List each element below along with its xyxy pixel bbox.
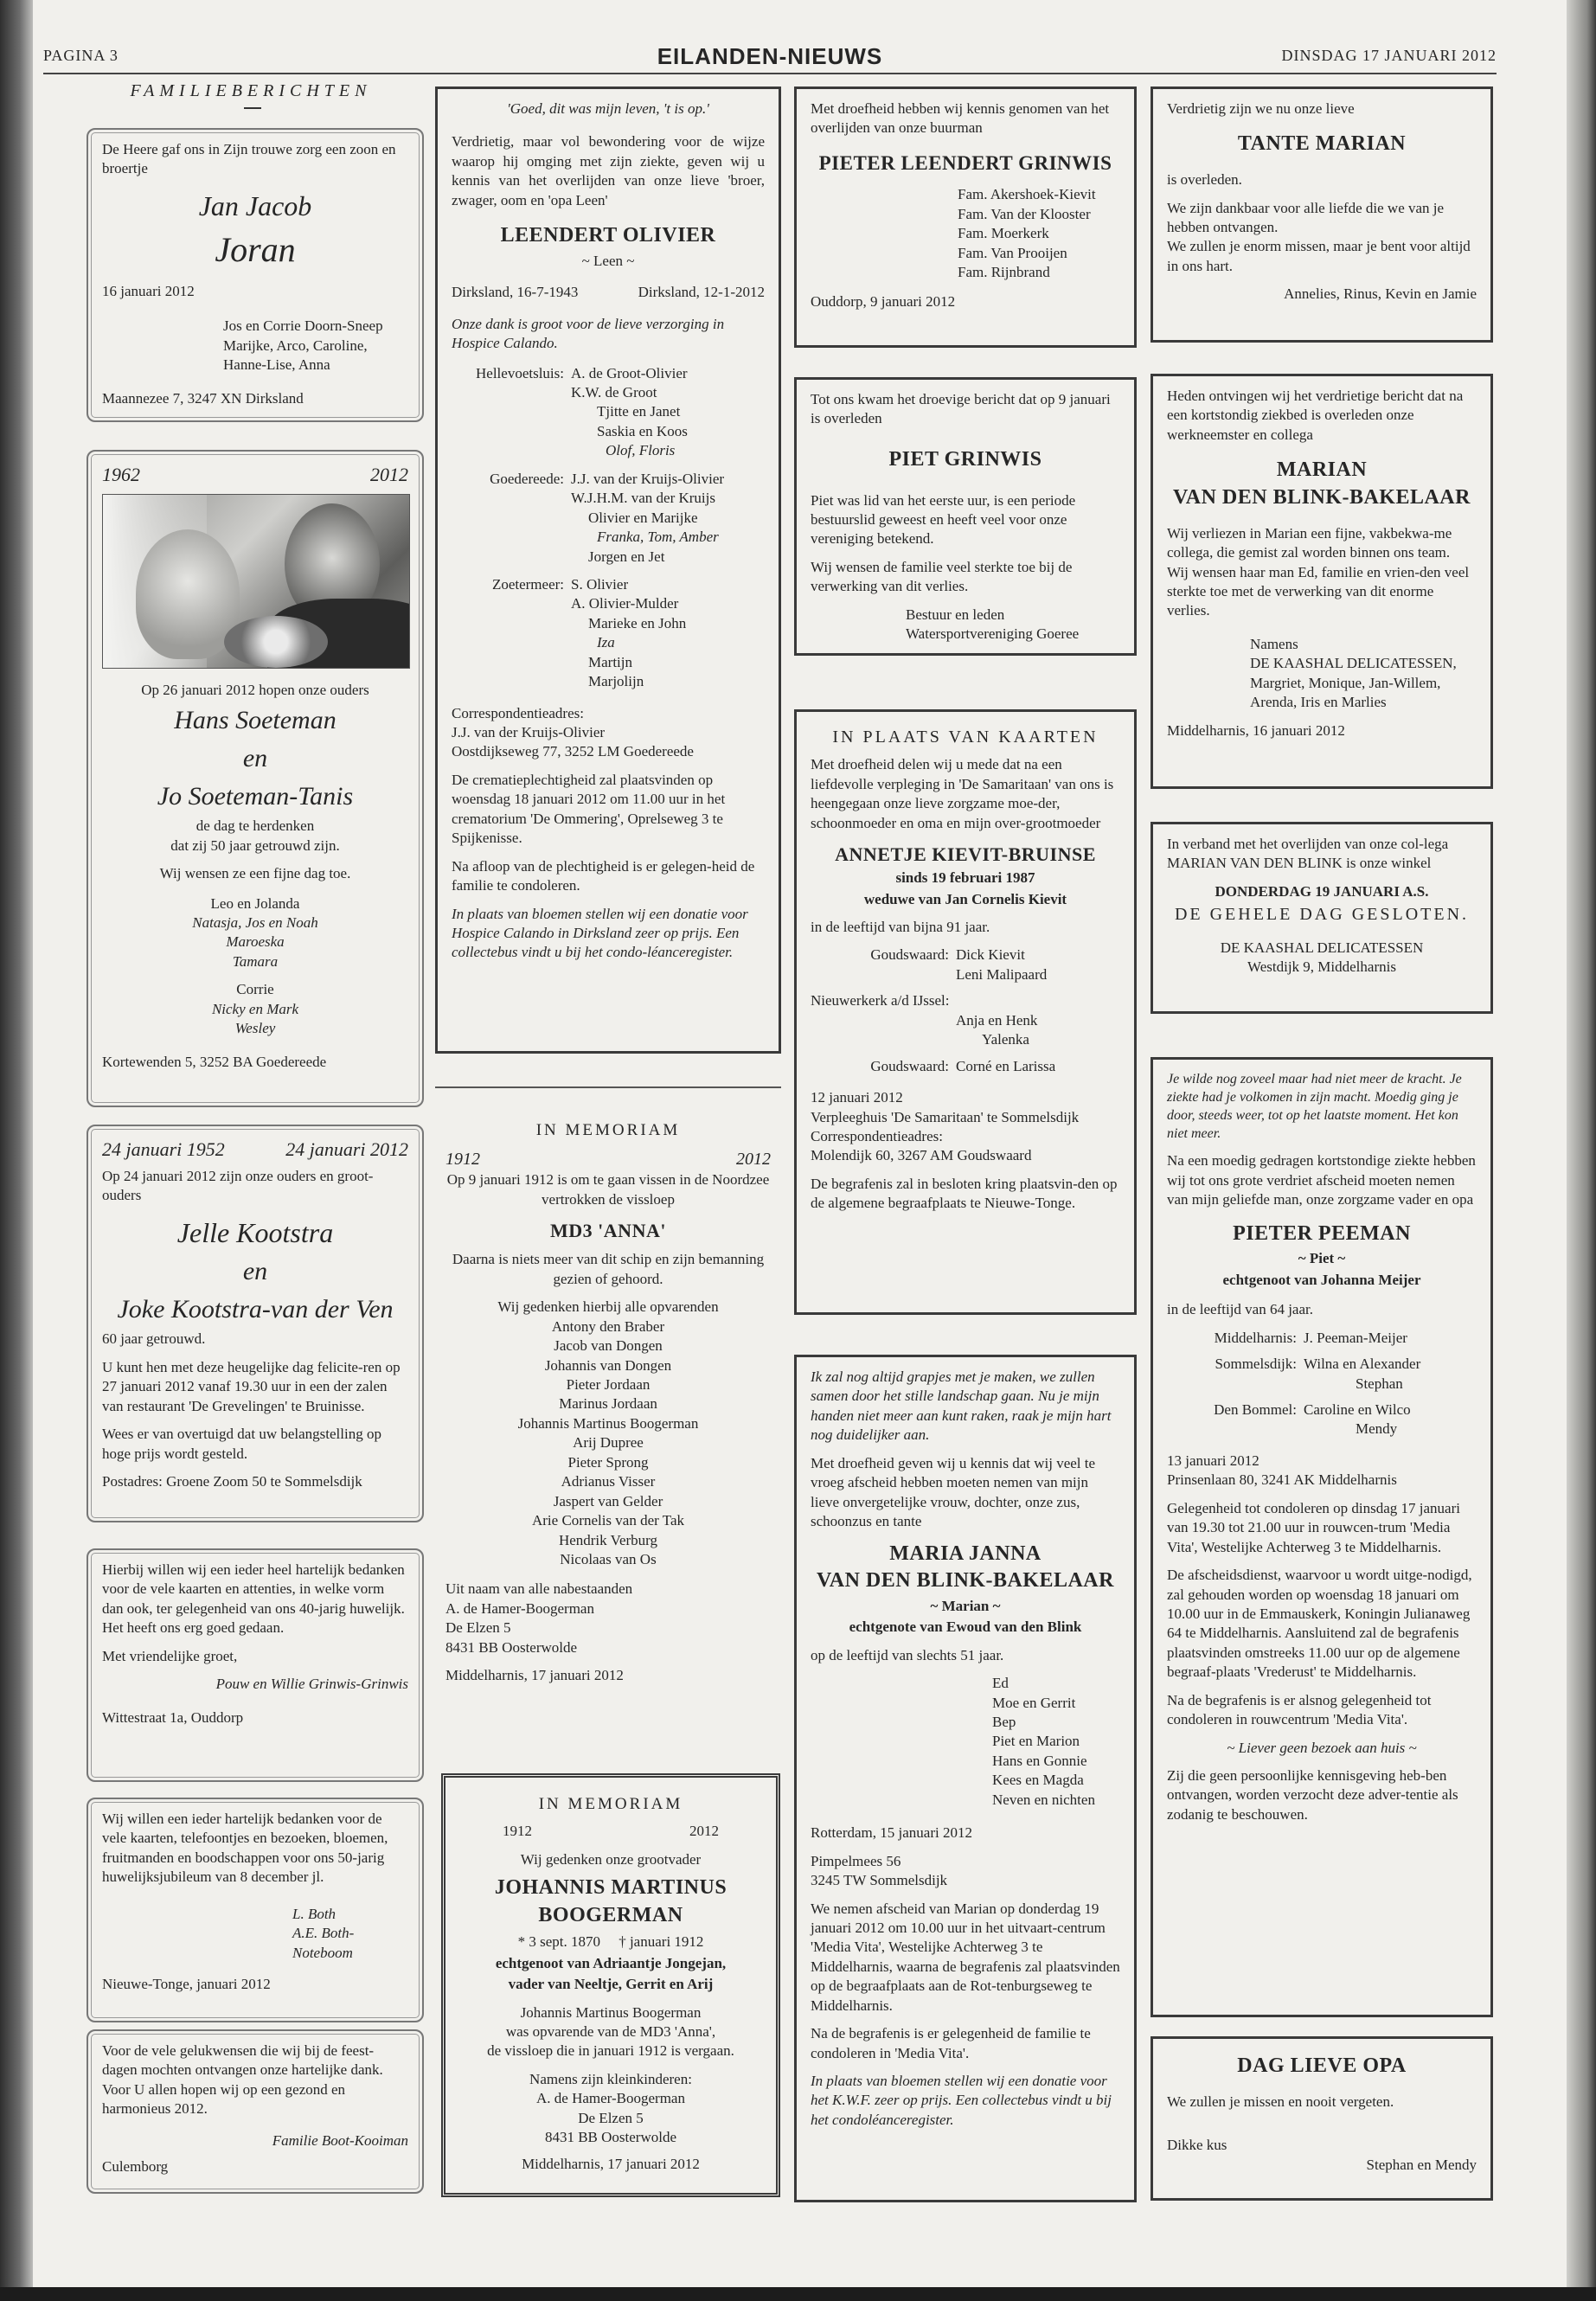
kievit-g2-label: Nieuwerkerk a/d IJssel: bbox=[811, 992, 950, 1009]
birth-intro: De Heere gaf ons in Zijn trouwe zorg een zoon en broertje bbox=[102, 141, 396, 177]
scan-edge-left bbox=[0, 0, 33, 2301]
anniversary-kootstra bbox=[87, 1125, 424, 1522]
kievit-group-1 bbox=[811, 945, 1120, 984]
anniversary-years bbox=[102, 462, 408, 487]
year-to: 2012 bbox=[370, 464, 408, 485]
peeman-condole: Gelegenheid tot condoleren op dinsdag 17 januari van 19.30 tot 21.00 uur in rouwcen-trum 'Media Vita', Westelijke Achterweg 3 te Middelharnis. bbox=[1167, 1499, 1460, 1555]
thanks1-text-2: Het heeft ons erg goed gedaan. bbox=[102, 1619, 285, 1637]
olivier-g1-2: Tjitte en Janet bbox=[597, 403, 681, 420]
peeman-g1-0: J. Peeman-Meijer bbox=[1304, 1329, 1407, 1346]
crew-member-11: Hendrik Verburg bbox=[558, 1531, 658, 1548]
crew-member-7: Pieter Sprong bbox=[567, 1453, 649, 1471]
anniv1-family-2: Natasja, Jos en Noah bbox=[192, 914, 318, 931]
maria-flowers: In plaats van bloemen stellen wij een donatie voor het K.W.F. zeer op prijs. Een collectebus vindt u bij het condoléanceregister. bbox=[811, 2073, 1112, 2128]
tante-died: is overleden. bbox=[1167, 171, 1242, 189]
obituary-kaashal bbox=[1151, 374, 1493, 789]
anniv1-wish: Wij wensen ze een fijne dag toe. bbox=[159, 865, 351, 882]
kaashal1-name-1: MARIAN bbox=[1276, 458, 1368, 482]
kievit-home: Verpleeghuis 'De Samaritaan' te Sommelsdijk bbox=[811, 1108, 1080, 1125]
kaashal2-text: In verband met het overlijden van onze col-lega MARIAN VAN DEN BLINK is onze winkel bbox=[1167, 836, 1449, 872]
kaashal2-closed: DE GEHELE DAG GESLOTEN. bbox=[1174, 905, 1470, 925]
anniv2-name-1: Jelle Kootstra bbox=[176, 1216, 334, 1248]
birth-name-2: Joran bbox=[215, 230, 296, 270]
memoriam2-spouse-2: vader van Neeltje, Gerrit en Arij bbox=[508, 1976, 714, 1993]
newspaper-name: EILANDEN-NIEUWS bbox=[657, 43, 883, 69]
anniv1-family-4: Tamara bbox=[232, 952, 279, 970]
birth-announcement bbox=[87, 128, 424, 422]
olivier-g1-1: K.W. de Groot bbox=[571, 384, 657, 401]
memoriam2-place: Middelharnis, 17 januari 2012 bbox=[522, 2155, 700, 2172]
olivier-g3-4: Martijn bbox=[588, 653, 632, 670]
crew-member-10: Arie Cornelis van der Tak bbox=[531, 1512, 684, 1529]
olivier-g1-0: A. de Groot-Olivier bbox=[571, 364, 688, 381]
anniv2-text: U kunt hen met deze heugelijke dag felicite-ren op 27 januari 2012 vanaf 19.30 uur in een der zalen van restaurant 'De Grevelingen' te Bruinisse. bbox=[102, 1358, 401, 1414]
kievit-name: ANNETJE KIEVIT-BRUINSE bbox=[835, 843, 1096, 866]
kaashal2-s1: DE KAASHAL DELICATESSEN bbox=[1220, 939, 1424, 956]
scan-edge-right bbox=[1567, 0, 1596, 2301]
olivier-born: Dirksland, 16-7-1943 bbox=[452, 284, 579, 301]
grinwis2-sign-2: Watersportvereniging Goeree bbox=[906, 625, 1080, 643]
crew-member-6: Arij Dupree bbox=[573, 1434, 644, 1452]
olivier-g2-4: Jorgen en Jet bbox=[588, 548, 665, 565]
anniversary-soeteman bbox=[87, 450, 424, 1107]
memoriam1-place: Middelharnis, 17 januari 2012 bbox=[445, 1667, 624, 1684]
maria-family-2: Bep bbox=[992, 1714, 1016, 1731]
memoriam2-name-2: BOOGERMAN bbox=[538, 1903, 683, 1926]
peeman-spouse: echtgenoot van Johanna Meijer bbox=[1222, 1271, 1421, 1288]
peeman-group-2 bbox=[1167, 1355, 1477, 1394]
memoriam-boogerman bbox=[441, 1773, 780, 2197]
olivier-corr-2: Oostdijkseweg 77, 3252 LM Goedereede bbox=[452, 743, 694, 760]
memoriam2-text-2: was opvarende van de MD3 'Anna', bbox=[505, 2023, 716, 2041]
birth-family-2: Marijke, Arco, Caroline, bbox=[223, 336, 368, 354]
opa-title: DAG LIEVE OPA bbox=[1237, 2054, 1407, 2077]
peeman-g2-0: Wilna en Alexander bbox=[1304, 1356, 1421, 1373]
anniv1-en: en bbox=[242, 744, 268, 773]
memoriam1-y1: 1912 bbox=[445, 1150, 480, 1170]
kievit-g3-0: Corné en Larissa bbox=[956, 1057, 1056, 1074]
obituary-tante-marian bbox=[1151, 87, 1493, 343]
olivier-cremation: De crematieplechtigheid zal plaatsvinden op woensdag 18 januari 2012 om 11.00 uur in het crematorium 'De Ommering', Oprelseweg 3 te Spijkenisse. bbox=[452, 771, 726, 847]
anniv1-text-2: dat zij 50 jaar getrouwd zijn. bbox=[170, 836, 340, 854]
memoriam1-sign-4: 8431 BB Oosterwolde bbox=[445, 1638, 578, 1656]
maria-family-3: Piet en Marion bbox=[992, 1733, 1080, 1750]
olivier-g3-label: Zoetermeer: bbox=[491, 575, 564, 593]
thanks1-text: Hierbij willen wij een ieder heel hartelijk bedanken voor de vele kaarten en attenties, in welke vorm dan ook, ter gelegenheid van ons 40-jarig huwelijk. bbox=[102, 1561, 405, 1617]
maria-family-4: Hans en Gonnie bbox=[992, 1752, 1087, 1769]
kievit-g1-0: Dick Kievit bbox=[956, 946, 1025, 964]
peeman-g2-label: Sommelsdijk: bbox=[1215, 1356, 1297, 1373]
memoriam1-sign-2: A. de Hamer-Boogerman bbox=[445, 1599, 594, 1617]
kievit-corr-label: Correspondentieadres: bbox=[811, 1127, 943, 1144]
grinwis1-text: Met droefheid hebben wij kennis genomen van het overlijden van onze buurman bbox=[811, 100, 1110, 137]
maria-place: Rotterdam, 15 januari 2012 bbox=[811, 1824, 972, 1842]
kaashal1-s3: Margriet, Monique, Jan-Willem, bbox=[1250, 674, 1441, 691]
tante-sign: Annelies, Rinus, Kevin en Jamie bbox=[1284, 285, 1477, 303]
maria-text: Met droefheid geven wij u kennis dat wij veel te vroeg afscheid hebben moeten nemen van mijn lieve onvergetelijke vrouw, dochter, onze zus, schoonzus en tante bbox=[811, 1454, 1096, 1530]
memoriam2-years bbox=[459, 1822, 762, 1841]
peeman-name: PIETER PEEMAN bbox=[1233, 1221, 1411, 1245]
anniv2-date-from: 24 januari 1952 bbox=[102, 1138, 225, 1160]
grinwis1-family-4: Fam. Rijnbrand bbox=[958, 263, 1050, 280]
birth-family-1: Jos en Corrie Doorn-Sneep bbox=[223, 317, 383, 335]
crew-member-0: Antony den Braber bbox=[551, 1317, 665, 1335]
grinwis1-family-0: Fam. Akershoek-Kievit bbox=[958, 186, 1096, 203]
memoriam1-text: Daarna is niets meer van dit schip en zijn bemanning gezien of gehoord. bbox=[452, 1251, 765, 1287]
thanks2-sign-1: L. Both bbox=[292, 1905, 337, 1922]
thanks-both bbox=[87, 1798, 424, 2022]
kievit-date: 12 januari 2012 bbox=[811, 1089, 903, 1106]
peeman-g1-label: Middelharnis: bbox=[1214, 1329, 1297, 1346]
kaashal1-text: Wij verliezen in Marian een fijne, vakbekwa-me collega, die gemist zal worden binnen ons team. bbox=[1167, 524, 1452, 561]
anniv1-family-1: Leo en Jolanda bbox=[210, 894, 300, 912]
memoriam-anna bbox=[435, 1116, 781, 1747]
kaashal1-text-2: Wij wensen haar man Ed, familie en vrien-den veel sterkte toe met de verwerking van dit enorme verlies. bbox=[1167, 563, 1470, 619]
thanks3-place: Culemborg bbox=[102, 2158, 169, 2176]
kievit-group-3 bbox=[811, 1057, 1120, 1076]
olivier-g2-2: Olivier en Marijke bbox=[588, 509, 698, 526]
olivier-g3-1: A. Olivier-Mulder bbox=[571, 595, 679, 612]
olivier-nick: ~ Leen ~ bbox=[581, 252, 635, 269]
olivier-g2-0: J.J. van der Kruijs-Olivier bbox=[571, 470, 725, 487]
grinwis1-family-3: Fam. Van Prooijen bbox=[958, 244, 1067, 261]
anniv2-years: 60 jaar getrouwd. bbox=[102, 1330, 206, 1348]
olivier-g1-label: Hellevoetsluis: bbox=[476, 364, 564, 381]
olivier-g3-5: Marjolijn bbox=[588, 673, 644, 690]
crew-member-3: Pieter Jordaan bbox=[566, 1376, 651, 1393]
memoriam2-sign-3: 8431 BB Oosterwolde bbox=[544, 2129, 677, 2146]
peeman-group-3 bbox=[1167, 1400, 1477, 1439]
kievit-g1-1: Leni Malipaard bbox=[956, 965, 1048, 983]
memoriam1-y2: 2012 bbox=[736, 1150, 771, 1170]
section-dash bbox=[244, 107, 261, 109]
memoriam1-intro: Op 9 januari 1912 is om te gaan vissen in de Noordzee vertrokken de vissloep bbox=[446, 1171, 770, 1208]
memoriam1-years bbox=[445, 1148, 771, 1170]
crew-member-1: Jacob van Dongen bbox=[554, 1337, 663, 1355]
obituary-grinwis-neighbours bbox=[794, 87, 1137, 348]
anniv1-name-1: Hans Soeteman bbox=[174, 706, 337, 735]
olivier-died: Dirksland, 12-1-2012 bbox=[638, 284, 765, 301]
tante-intro: Verdrietig zijn we nu onze lieve bbox=[1167, 100, 1355, 117]
grinwis1-name: PIETER LEENDERT GRINWIS bbox=[818, 151, 1112, 174]
peeman-nick: ~ Piet ~ bbox=[1298, 1250, 1346, 1267]
olivier-g2-1: W.J.H.M. van der Kruijs bbox=[571, 490, 715, 507]
wedding-photo bbox=[102, 494, 410, 669]
memoriam2-spouse-1: echtgenoot van Adriaantje Jongejan, bbox=[495, 1954, 727, 1971]
grinwis1-family-2: Fam. Moerkerk bbox=[958, 225, 1049, 242]
olivier-flowers: In plaats van bloemen stellen wij een donatie voor Hospice Calando in Dirksland zeer op prijs. Een collectebus vindt u bij het condo-léanceregister. bbox=[452, 905, 748, 961]
olivier-group-3 bbox=[452, 575, 765, 692]
kievit-g3-label: Goudswaard: bbox=[870, 1057, 949, 1074]
peeman-g2-1: Stephan bbox=[1356, 1375, 1403, 1392]
peeman-note: Zij die geen persoonlijke kennisgeving heb-ben ontvangen, worden verzocht deze adver-tentie als zodanig te beschouwen. bbox=[1167, 1767, 1458, 1823]
crew-member-8: Adrianus Visser bbox=[561, 1473, 656, 1490]
kaashal1-s2: DE KAASHAL DELICATESSEN, bbox=[1250, 655, 1457, 672]
olivier-g1-4: Olof, Floris bbox=[606, 442, 676, 459]
grinwis2-text-3: Wij wensen de familie veel sterkte toe bij de verwerking van dit verlies. bbox=[811, 558, 1073, 595]
peeman-text: Na een moedig gedragen kortstondige ziekte hebben wij tot ons grote verdriet afscheid moeten nemen van mijn geliefde man, onze zorgzame vader en opa bbox=[1167, 1152, 1476, 1208]
grinwis2-name: PIET GRINWIS bbox=[888, 447, 1042, 471]
memoriam2-title: IN MEMORIAM bbox=[538, 1795, 683, 1813]
olivier-group-1 bbox=[452, 364, 765, 461]
maria-after: Na de begrafenis is er gelegenheid de familie te condoleren in 'Media Vita'. bbox=[811, 2025, 1091, 2061]
memoriam1-title: IN MEMORIAM bbox=[535, 1121, 681, 1139]
olivier-corr-1: J.J. van der Kruijs-Olivier bbox=[452, 724, 606, 741]
anniv2-date-to: 24 januari 2012 bbox=[285, 1138, 408, 1160]
kievit-widow: weduwe van Jan Cornelis Kievit bbox=[863, 890, 1067, 907]
anniv1-text-1: de dag te herdenken bbox=[195, 817, 315, 835]
thanks3-text: Voor de vele gelukwensen die wij bij de feest-dagen mochten ontvangen onze hartelijke dank. Voor U allen hopen wij op een gezond en harmonieus 2012. bbox=[102, 2042, 383, 2118]
obituary-peeman bbox=[1151, 1057, 1493, 2017]
peeman-g3-label: Den Bommel: bbox=[1214, 1401, 1297, 1419]
tante-text: We zijn dankbaar voor alle liefde die we van je hebben ontvangen. bbox=[1167, 199, 1445, 235]
memoriam2-text-1: Johannis Martinus Boogerman bbox=[520, 2003, 702, 2021]
birth-date: 16 januari 2012 bbox=[102, 282, 195, 299]
grinwis2-text-2: Piet was lid van het eerste uur, is een periode bestuurslid geweest en heeft veel voor onze vereniging betekend. bbox=[811, 491, 1076, 548]
kievit-g1-label: Goudswaard: bbox=[870, 946, 949, 964]
obituary-blink-bakelaar bbox=[794, 1355, 1137, 2202]
crew-member-5: Johannis Martinus Boogerman bbox=[517, 1414, 699, 1432]
crew-member-12: Nicolaas van Os bbox=[560, 1550, 657, 1567]
kaashal1-intro: Heden ontvingen wij het verdrietige bericht dat na een kortstondig ziekbed is overleden onze werkneemster en collega bbox=[1167, 388, 1464, 443]
thanks1-greet: Met vriendelijke groet, bbox=[102, 1647, 238, 1664]
anniv2-note: Wees er van overtuigd dat uw belangstelling op hoge prijs wordt gesteld. bbox=[102, 1426, 381, 1462]
col2-divider bbox=[435, 1086, 781, 1088]
masthead bbox=[43, 43, 1497, 73]
anniv1-family-7: Wesley bbox=[234, 1020, 276, 1037]
thanks2-place: Nieuwe-Tonge, januari 2012 bbox=[102, 1976, 271, 1993]
obituary-grinwis-club bbox=[794, 377, 1137, 656]
maria-spouse: echtgenote van Ewoud van den Blink bbox=[849, 1618, 1082, 1636]
anniv1-family-6: Nicky en Mark bbox=[211, 1000, 299, 1017]
olivier-after: Na afloop van de plechtigheid is er gelegen-heid de familie te condoleren. bbox=[452, 857, 755, 894]
peeman-nobezoek: ~ Liever geen bezoek aan huis ~ bbox=[1227, 1739, 1417, 1756]
tante-text-2: We zullen je enorm missen, maar je bent voor altijd in ons hart. bbox=[1167, 238, 1471, 274]
maria-nick: ~ Marian ~ bbox=[930, 1597, 1001, 1614]
thanks2-sign-2: A.E. Both-Noteboom bbox=[292, 1925, 355, 1961]
issue-date: DINSDAG 17 JANUARI 2012 bbox=[1281, 47, 1497, 64]
olivier-g1-3: Saskia en Koos bbox=[597, 422, 688, 439]
birth-address: Maannezee 7, 3247 XN Dirksland bbox=[102, 389, 304, 407]
thanks3-sign: Familie Boot-Kooiman bbox=[272, 2131, 408, 2149]
maria-name-2: VAN DEN BLINK-BAKELAAR bbox=[817, 1569, 1114, 1593]
kaashal2-s2: Westdijk 9, Middelharnis bbox=[1247, 958, 1396, 976]
olivier-g3-3: Iza bbox=[597, 634, 615, 651]
kaashal1-s1: Namens bbox=[1250, 635, 1298, 652]
anniv1-address: Kortewenden 5, 3252 BA Goedereede bbox=[102, 1053, 327, 1070]
peeman-date: 13 januari 2012 bbox=[1167, 1452, 1259, 1469]
birth-family-3: Hanne-Lise, Anna bbox=[223, 356, 330, 374]
maria-addr-1: Pimpelmees 56 bbox=[811, 1852, 901, 1869]
thanks-boot bbox=[87, 2029, 424, 2194]
scan-edge-bottom bbox=[0, 2287, 1596, 2301]
thanks1-address: Wittestraat 1a, Ouddorp bbox=[102, 1708, 244, 1726]
opa-s2: Stephan en Mendy bbox=[1366, 2156, 1477, 2173]
opa-text: We zullen je missen en nooit vergeten. bbox=[1167, 2093, 1394, 2110]
grinwis1-family-1: Fam. Van der Klooster bbox=[958, 205, 1091, 222]
maria-family-1: Moe en Gerrit bbox=[992, 1694, 1076, 1711]
crew-member-9: Jaspert van Gelder bbox=[553, 1492, 663, 1509]
section-title: FAMILIEBERICHTEN bbox=[130, 81, 372, 100]
memoriam2-y2: 2012 bbox=[689, 1823, 719, 1840]
crew-member-2: Johannis van Dongen bbox=[544, 1356, 672, 1374]
olivier-g2-3: Franka, Tom, Amber bbox=[597, 529, 719, 546]
year-from: 1962 bbox=[102, 464, 140, 485]
olivier-name: LEENDERT OLIVIER bbox=[500, 224, 716, 247]
olivier-thanks: Onze dank is groot voor de lieve verzorging in Hospice Calando. bbox=[452, 315, 725, 352]
memoriam1-sign-1: Uit naam van alle nabestaanden bbox=[445, 1580, 633, 1598]
peeman-age: in de leeftijd van 64 jaar. bbox=[1167, 1301, 1313, 1318]
anniv1-intro: Op 26 januari 2012 hopen onze ouders bbox=[141, 682, 369, 699]
anniv1-family-5: Corrie bbox=[236, 981, 274, 998]
kaashal1-place: Middelharnis, 16 januari 2012 bbox=[1167, 721, 1345, 739]
olivier-g3-0: S. Olivier bbox=[571, 575, 629, 593]
maria-age: op de leeftijd van slechts 51 jaar. bbox=[811, 1646, 1004, 1663]
maria-family-0: Ed bbox=[992, 1675, 1009, 1692]
peeman-service: De afscheidsdienst, waarvoor u wordt uitge-nodigd, zal gehouden worden op woensdag 18 januari om 10.00 uur in de Emmauskerk, Koningin Julianaweg 64 te Middelharnis. Aansluitend zal de begrafenis plaatsvinden omstreeks 11.00 uur op de algemene begraaf-plaats 'Vrederust' te Middelharnis. bbox=[1167, 1567, 1472, 1681]
anniv2-intro: Op 24 januari 2012 zijn onze ouders en groot-ouders bbox=[102, 1168, 374, 1204]
kievit-burial: De begrafenis zal in besloten kring plaatsvin-den op de algemene begraafplaats te Nieuwe-Tonge. bbox=[811, 1175, 1118, 1212]
thanks1-sign: Pouw en Willie Grinwis-Grinwis bbox=[215, 1676, 408, 1693]
maria-name-1: MARIA JANNA bbox=[889, 1541, 1042, 1565]
notice-dag-lieve-opa bbox=[1151, 2036, 1493, 2201]
maria-family-6: Neven en nichten bbox=[992, 1791, 1095, 1808]
peeman-group-1 bbox=[1167, 1329, 1477, 1348]
memoriam2-y1: 1912 bbox=[503, 1823, 532, 1840]
kaashal1-s4: Arenda, Iris en Marlies bbox=[1250, 694, 1387, 711]
memoriam1-remember: Wij gedenken hierbij alle opvarenden bbox=[497, 1298, 719, 1316]
crew-member-4: Marinus Jordaan bbox=[559, 1395, 657, 1413]
anniv2-dates bbox=[102, 1137, 408, 1162]
tante-name: TANTE MARIAN bbox=[1237, 132, 1407, 156]
maria-farewell: We nemen afscheid van Marian op donderdag 19 januari 2012 om 10.00 uur in het uitvaart-centrum 'Media Vita', Westelijke Achterweg 3 te Middelharnis, waarna de begrafenis zal plaatsvinden op de begraafplaats aan de Rot-tenburgseweg te Middelharnis. bbox=[811, 1900, 1120, 2014]
bouquet bbox=[224, 616, 328, 668]
olivier-dates bbox=[452, 283, 765, 302]
masthead-rule bbox=[43, 73, 1497, 74]
obituary-kievit bbox=[794, 709, 1137, 1315]
grinwis1-place: Ouddorp, 9 januari 2012 bbox=[811, 293, 956, 311]
maria-family-5: Kees en Magda bbox=[992, 1772, 1084, 1789]
kievit-age: in de leeftijd van bijna 91 jaar. bbox=[811, 919, 990, 936]
olivier-group-2 bbox=[452, 470, 765, 567]
memoriam2-sign-2: De Elzen 5 bbox=[578, 2109, 644, 2126]
maria-fam bbox=[811, 1674, 1120, 1810]
memoriam1-sign-3: De Elzen 5 bbox=[445, 1619, 511, 1637]
peeman-poem: Je wilde nog zoveel maar had niet meer de kracht. Je ziekte had je volkomen in zijn macht. Moedig ging je door, steeds weer, tot op het laatste moment. Het kon niet meer. bbox=[1167, 1072, 1462, 1142]
memoriam1-ship: MD3 'ANNA' bbox=[550, 1220, 666, 1242]
kievit-corr: Molendijk 60, 3267 AM Goudswaard bbox=[811, 1147, 1032, 1164]
peeman-g3-1: Mendy bbox=[1356, 1420, 1398, 1438]
maria-poem: Ik zal nog altijd grapjes met je maken, we zullen samen door het stille landschap gaan. Nu je mijn handen niet meer aan kunt raken, raak je mijn hart nog duidelijker aan. bbox=[811, 1368, 1112, 1444]
anniv2-address: Postadres: Groene Zoom 50 te Sommelsdijk bbox=[102, 1472, 362, 1490]
crew-list bbox=[445, 1317, 771, 1570]
opa-s1: Dikke kus bbox=[1167, 2137, 1227, 2154]
birth-name-1: Jan Jacob bbox=[198, 189, 312, 221]
olivier-g2-label: Goedereede: bbox=[490, 470, 564, 487]
kievit-text: Met droefheid delen wij u mede dat na een liefdevolle verpleging in 'De Samaritaan' van ons is heengegaan onze lieve zorgzame moe-der, schoonmoeder en oma en mijn over-grootmoeder bbox=[811, 756, 1114, 831]
thanks2-text: Wij willen een ieder hartelijk bedanken voor de vele kaarten, telefoontjes en bezoeken, bloemen, fruitmanden en boodschappen voor ons 50-jarig huwelijksjubileum van 8 december jl. bbox=[102, 1811, 388, 1886]
thanks-grinwis bbox=[87, 1548, 424, 1782]
memoriam2-grand: Namens zijn kleinkinderen: bbox=[529, 2070, 692, 2087]
kaashal1-name-2: VAN DEN BLINK-BAKELAAR bbox=[1173, 485, 1471, 509]
olivier-corr-label: Correspondentieadres: bbox=[452, 704, 584, 721]
kaashal2-day: DONDERDAG 19 JANUARI A.S. bbox=[1215, 882, 1429, 900]
olivier-text: Verdrietig, maar vol bewondering voor de wijze waarop hij omging met zijn ziekte, geven wij u kennis van het overlijden van onze lieve 'broer, zwager, oom en 'opa Leen' bbox=[452, 133, 765, 208]
page-number: PAGINA 3 bbox=[43, 47, 119, 64]
memoriam2-intro: Wij gedenken onze grootvader bbox=[520, 1850, 702, 1868]
anniv1-name-2: Jo Soeteman-Tanis bbox=[157, 781, 354, 811]
peeman-addr: Prinsenlaan 80, 3241 AK Middelharnis bbox=[1167, 1471, 1397, 1489]
grinwis1-fam bbox=[811, 185, 1120, 282]
olivier-quote: 'Goed, dit was mijn leven, 't is op.' bbox=[507, 100, 709, 117]
kievit-g2-0: Anja en Henk bbox=[956, 1011, 1038, 1029]
anniv1-family-3: Maroeska bbox=[226, 933, 285, 951]
grinwis2-sign-1: Bestuur en leden bbox=[906, 606, 1005, 623]
memoriam2-name-1: JOHANNIS MARTINUS bbox=[494, 1875, 727, 1899]
anniv2-en: en bbox=[242, 1257, 268, 1286]
kievit-g2-1: Yalenka bbox=[982, 1031, 1029, 1048]
memoriam2-text-3: de vissloep die in januari 1912 is vergaan. bbox=[487, 2042, 734, 2060]
grinwis2-text: Tot ons kwam het droevige bericht dat op 9 januari is overleden bbox=[811, 391, 1111, 427]
olivier-g3-2: Marieke en John bbox=[588, 614, 687, 631]
notice-kaashal-closed bbox=[1151, 822, 1493, 1014]
peeman-after: Na de begrafenis is er alsnog gelegenheid tot condoleren in rouwcentrum 'Media Vita'. bbox=[1167, 1691, 1432, 1728]
anniv2-name-2: Joke Kootstra-van der Ven bbox=[117, 1294, 394, 1324]
obituary-olivier bbox=[435, 87, 781, 1054]
memoriam2-dates: * 3 sept. 1870 † januari 1912 bbox=[517, 1933, 704, 1951]
peeman-g3-0: Caroline en Wilco bbox=[1304, 1401, 1411, 1419]
maria-addr-2: 3245 TW Sommelsdijk bbox=[811, 1872, 948, 1889]
kievit-title: IN PLAATS VAN KAARTEN bbox=[832, 727, 1099, 747]
kievit-since: sinds 19 februari 1987 bbox=[895, 869, 1035, 887]
memoriam2-sign-1: A. de Hamer-Boogerman bbox=[536, 2090, 685, 2107]
